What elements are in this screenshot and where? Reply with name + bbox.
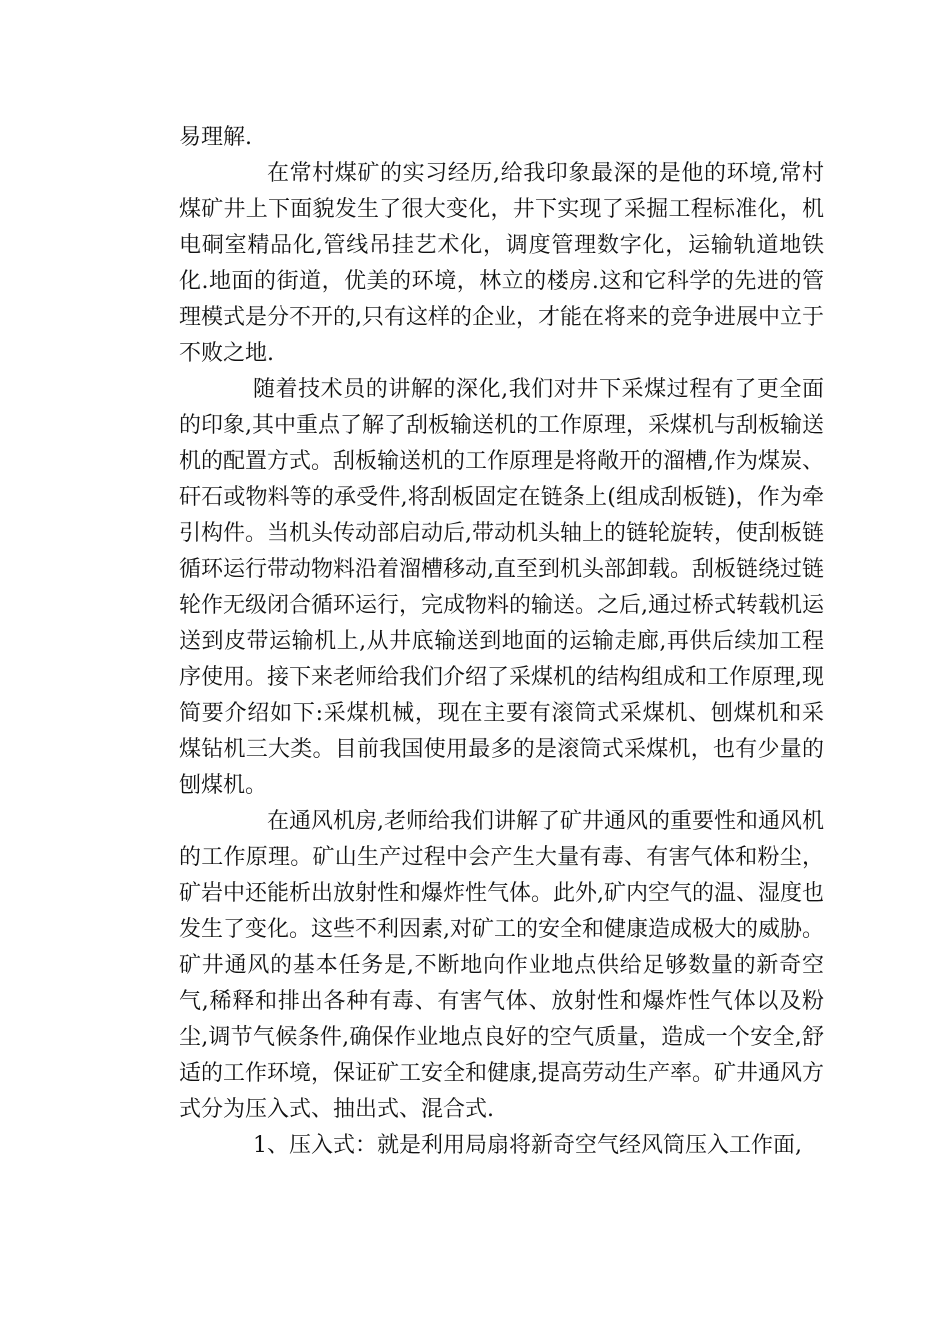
paragraph-changcun-mine-environment: 在常村煤矿的实习经历,给我印象最深的是他的环境,常村煤矿井上下面貌发生了很大变化，井下实现了采掘工程标准化，机电硐室精品化,管线吊挂艺术化，调度管理数字化，运输轨道地铁化.地面的街道，优美的环境，林立的楼房.这和它科学的先进的管理模式是分不开的,只有这样的企业，才能在将来的竞争进展中立于不败之地. [179, 161, 824, 366]
document-body [179, 120, 824, 1164]
paragraph-scraper-conveyor: 随着技术员的讲解的深化,我们对井下采煤过程有了更全面的印象,其中重点了解了刮板输送机的工作原理，采煤机与刮板输送机的配置方式。刮板输送机的工作原理是将敞开的溜槽,作为煤炭、矸石或物料等的承受件,将刮板固定在链条上(组成刮板链)，作为牵引构件。当机头传动部启动后,带动机头轴上的链轮旋转，使刮板链循环运行带动物料沿着溜槽移动,直至到机头部卸载。刮板链绕过链轮作无级闭合循环运行，完成物料的输送。之后,通过桥式转载机运送到皮带运输机上,从井底输送到地面的运输走廊,再供后续加工程序使用。接下来老师给我们介绍了采煤机的结构组成和工作原理,现简要介绍如下:采煤机械，现在主要有滚筒式采煤机、刨煤机和采煤钻机三大类。目前我国使用最多的是滚筒式采煤机，也有少量的刨煤机。 [179, 377, 824, 798]
paragraph-ventilation: 在通风机房,老师给我们讲解了矿井通风的重要性和通风机的工作原理。矿山生产过程中会产生大量有毒、有害气体和粉尘，矿岩中还能析出放射性和爆炸性气体。此外,矿内空气的温、湿度也发生了变化。这些不利因素,对矿工的安全和健康造成极大的威胁。矿井通风的基本任务是,不断地向作业地点供给足够数量的新奇空气,稀释和排出各种有毒、有害气体、放射性和爆炸性气体以及粉尘,调节气候条件,确保作业地点良好的空气质量，造成一个安全,舒适的工作环境，保证矿工安全和健康,提高劳动生产率。矿井通风方式分为压入式、抽出式、混合式. [179, 809, 824, 1122]
paragraph-continuation: 易理解. [179, 125, 252, 150]
paragraph-forced-ventilation: 1、压入式：就是利用局扇将新奇空气经风筒压入工作面, [253, 1133, 802, 1158]
